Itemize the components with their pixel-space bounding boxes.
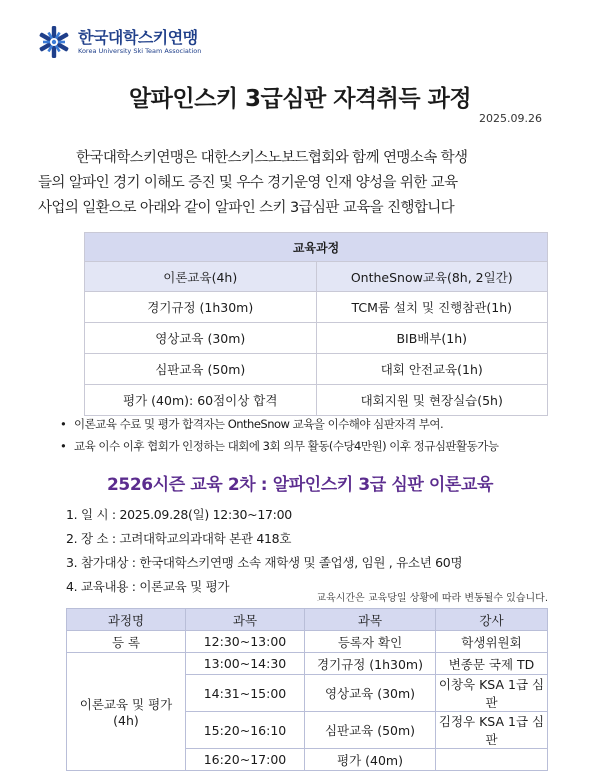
curriculum-header: 교육과정 [85,233,548,262]
table-cell [436,749,548,771]
logo-name-ko: 한국대학스키연맹 [78,28,198,47]
table-cell: 16:20~17:00 [186,749,305,771]
table-cell: 등 록 [67,631,186,653]
column-header: 과정명 [67,609,186,631]
table-cell: 심판교육 (50m) [85,354,317,385]
table-row [85,354,548,385]
table-cell: 영상교육 (30m) [85,323,317,354]
table-cell: 영상교육 (30m) [305,675,436,712]
onthesnow-column-title: OntheSnow교육(8h, 2일간) [316,262,548,292]
intro-line: 들의 알파인 경기 이해도 증진 및 우수 경기운영 인재 양성을 위한 교육 [38,175,458,191]
info-item: 1. 일 시 : 2025.09.28(일) 12:30~17:00 [66,507,292,522]
schedule-note: 교육시간은 교육당일 상황에 따라 변동될수 있습니다. [316,593,548,604]
table-cell: 대회지원 및 현장실습(5h) [316,385,548,416]
table-cell: 등록자 확인 [305,631,436,653]
table-cell: 12:30~13:00 [186,631,305,653]
table-cell: 경기규정 (1h30m) [85,292,317,323]
table-row [67,653,548,675]
snowflake-logo-icon [36,24,72,60]
document-date: 2025.09.26 [479,112,542,125]
theory-column-title: 이론교육(4h) [85,262,317,292]
table-cell: 김정우 KSA 1급 심판 [436,712,548,749]
section-title: 2526시즌 교육 2차 : 알파인스키 3급 심판 이론교육 [107,475,493,495]
table-cell: 13:00~14:30 [186,653,305,675]
column-header: 강사 [436,609,548,631]
table-cell: 15:20~16:10 [186,712,305,749]
info-list [66,503,462,599]
note-item: • 교육 이수 이후 협회가 인정하는 대회에 3회 의무 활동(수당4만원) 이후 정규심판활동가능 [60,435,498,457]
association-logo [36,24,201,60]
document-title: 알파인스키 3급심판 자격취득 과정 [128,86,472,112]
course-group-line: 이론교육 및 평가 [79,697,173,712]
table-cell: 평가 (40m): 60점이상 합격 [85,385,317,416]
table-cell: TCM룸 설치 및 진행참관(1h) [316,292,548,323]
schedule-table [66,608,548,771]
table-cell: 경기규정 (1h30m) [305,653,436,675]
note-item: • 이론교육 수료 및 평가 합격자는 OntheSnow 교육을 이수해야 심판자격 부여. [60,413,498,435]
table-row [85,292,548,323]
table-cell: 변종문 국제 TD [436,653,548,675]
course-group-cell [67,653,186,771]
intro-paragraph [38,146,562,221]
table-cell: 평가 (40m) [305,749,436,771]
logo-name-en: Korea University Ski Team Association [78,47,202,55]
table-cell: 이창욱 KSA 1급 심판 [436,675,548,712]
curriculum-table [84,232,548,416]
table-cell: 대회 안전교육(1h) [316,354,548,385]
info-item: 4. 교육내용 : 이론교육 및 평가 [66,579,230,594]
intro-line: 사업의 일환으로 아래와 같이 알파인 스키 3급심판 교육을 진행합니다 [38,200,455,216]
table-cell: 14:31~15:00 [186,675,305,712]
intro-line: 한국대학스키연맹은 대한스키스노보드협회와 함께 연맹소속 학생 [76,150,468,166]
course-group-line: (4h) [113,713,139,728]
table-row [67,631,548,653]
notes-list [60,413,498,457]
column-header: 과목 [305,609,436,631]
table-row [85,323,548,354]
table-cell: 심판교육 (50m) [305,712,436,749]
info-item: 2. 장 소 : 고려대학교의과대학 본관 418호 [66,531,292,546]
table-cell: 학생위원회 [436,631,548,653]
info-item: 3. 참가대상 : 한국대학스키연맹 소속 재학생 및 졸업생, 임원 , 유소년 60명 [66,555,463,570]
table-cell: BIB배부(1h) [316,323,548,354]
table-row [85,385,548,416]
column-header: 과목 [186,609,305,631]
